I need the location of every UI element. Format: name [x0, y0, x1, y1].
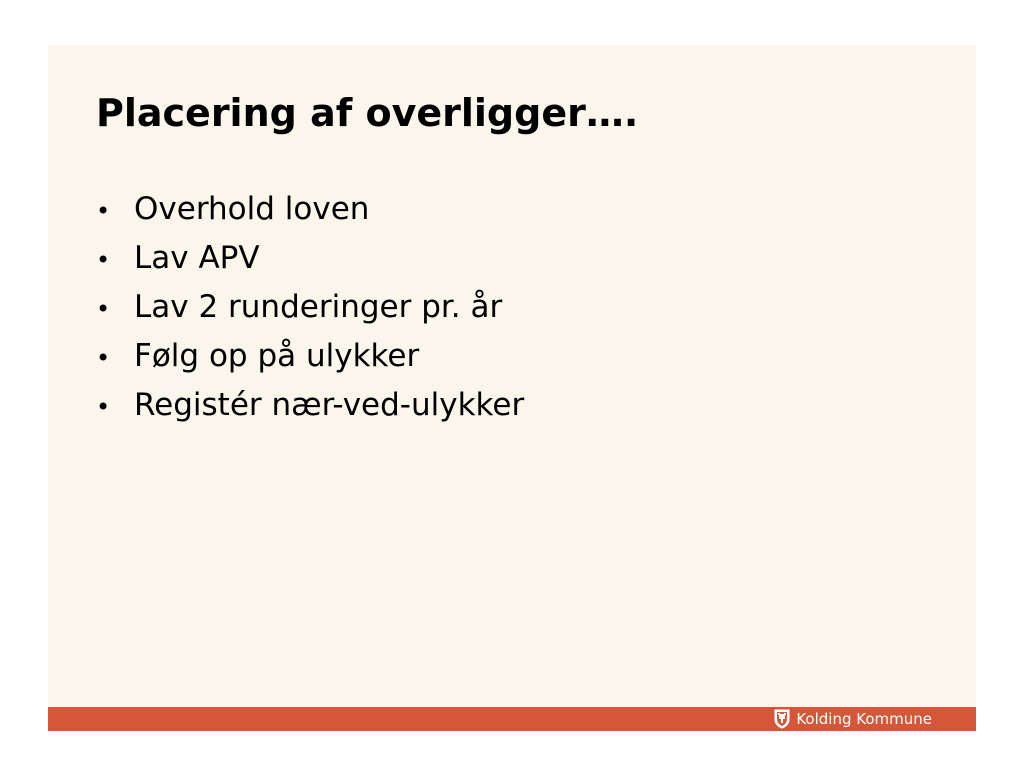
- bullet-text: Overhold loven: [134, 191, 370, 227]
- bullet-text: Lav 2 runderinger pr. år: [134, 289, 503, 325]
- footer-bar: [48, 707, 976, 731]
- bullet-dot: •: [96, 393, 111, 421]
- slide-title: Placering af overligger….: [96, 91, 639, 135]
- bullet-dot: •: [96, 246, 111, 274]
- bullet-text: Lav APV: [134, 240, 260, 276]
- bullet-item: [96, 283, 524, 332]
- bullet-dot: •: [96, 197, 111, 225]
- brand-logo: [774, 707, 932, 731]
- bullet-item: [96, 332, 524, 381]
- bullet-text: Følg op på ulykker: [134, 338, 420, 374]
- brand-name: Kolding Kommune: [796, 710, 932, 728]
- bullet-item: [96, 185, 524, 234]
- bullet-item: [96, 234, 524, 283]
- bullet-dot: •: [96, 344, 111, 372]
- bullet-list: [96, 185, 524, 430]
- slide: [48, 45, 976, 731]
- kolding-crest-icon: [774, 709, 790, 729]
- bullet-item: [96, 381, 524, 430]
- bullet-dot: •: [96, 295, 111, 323]
- bullet-text: Registér nær-ved-ulykker: [134, 387, 525, 423]
